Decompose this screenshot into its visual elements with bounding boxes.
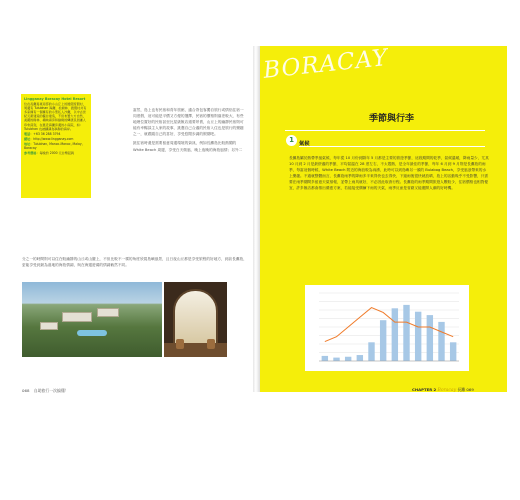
photo-pool bbox=[77, 330, 107, 336]
chart-bar bbox=[438, 322, 444, 361]
hotel-info-box bbox=[21, 94, 91, 198]
resort-lobby-photo bbox=[164, 282, 227, 357]
photo-floor bbox=[164, 343, 227, 357]
photo-chair bbox=[176, 339, 184, 349]
chapter-label-cn: 長灘 bbox=[457, 387, 466, 392]
hotel-description: 位在長灘島東南部的小山丘上的渡假度假村，周邊有 Tulubhan 海灘、松樹林、渡假村共有多家擁有一個擁有的小型私人沙灘，以中古世紀元素建造的櫃台建造，不但布置大方自然，美麗的樹林、掩映兩旁和綠樹的傳統民居讓人印象深刻，在靠近海灘旁邊的小庭院，如：Tulubhan 也被翻譯為寧靜的海岸。 bbox=[24, 102, 87, 131]
hotel-web-label: 網址 bbox=[24, 136, 31, 141]
hotel-phone-label: 電話 bbox=[24, 131, 31, 136]
chart-bar bbox=[380, 320, 386, 361]
hotel-addr-row: 地址：Tulubhan, Manoc-Manoc, Malay, Boracay bbox=[24, 141, 83, 151]
hotel-name: Lingganay Boracay Hotel Resort bbox=[24, 97, 86, 101]
chart-bar bbox=[368, 342, 374, 361]
wide-paragraph: 分之一的時間則可以住在較幽靜的山丘或山腰上，不但比較不一樣的角度欣賞島嶼風景，且日夜山丘都是享受旅程的好地方，到訪長灘島，更能享受到最為道地的海島情調，與在海邊遊蕩的情調截然不同。 bbox=[22, 257, 247, 268]
climate-paragraph: 長灘島屬於熱帶季風氣候，每年從 10 月份到隔年 5 月都是主要的旅遊季節，這段期間的乾季，氣候溫暖，降雨量少，尤其 10 月到 2 月是最舒適的季節，平均氣溫在 28 度左右，不太悶熱，是全年最佳的季節，每年 6 月到 9 月則是長灘島的雨季，每當這個時候，White Beach 附近的海浪較為洶湧，此時可以到島嶼另一頭的 Bulabog Beach，享受風浪帶來的水上樂趣。不過就整體而言，長灘島雨季的降雨多半來得快也去得快，下過雨後很快就放晴，島上的活動幾乎不受影響，只需要在雨季期間多留意天氣預報，並帶上雨具就好，不必因此取消行程。長灘島的雨季期間旅遊人數較少，住宿價格也相對便宜，許多飯店都會推出優惠方案，若能接受偶爾下雨的天氣，雨季反而是省錢又能避開人潮的好時機。 bbox=[289, 156, 489, 191]
hotel-web-row: 網址：http://www.lingganay.com bbox=[24, 136, 74, 141]
section-title: 季節與行李 bbox=[369, 114, 415, 124]
chart-bar bbox=[322, 356, 328, 361]
chart-temperature-line bbox=[325, 308, 453, 342]
hotel-addr-label: 地址 bbox=[24, 141, 31, 146]
title-divider bbox=[285, 130, 485, 131]
chart-bar bbox=[357, 355, 363, 361]
chapter-script: Boracay bbox=[437, 388, 457, 393]
climate-chart-svg bbox=[305, 285, 469, 371]
left-page-number: 068 bbox=[22, 388, 30, 393]
resort-aerial-photo bbox=[22, 282, 162, 357]
chart-bar bbox=[415, 312, 421, 361]
right-page-number: 069 bbox=[466, 387, 474, 392]
sub-number-badge: 1 bbox=[286, 135, 297, 146]
hotel-price: 每晚約 2000 元台幣起跳 bbox=[39, 151, 75, 156]
body-paragraph: 當然，島上也有民宿和青年旅館，適合背包客獨自旅行或情侶住宿一同度假，這可能是平價又方便的選擇，民宿的價格則落差較大，有些地理位置好的民宿甚至比星級飯店還要昂貴，山丘上的幽靜民宿則可能有幸暢談主人家的故事，挑選自己合適的民宿入住也是旅行的樂趣之一，就跟隨自己的喜好，享受悠閒步調的假期吧。 bbox=[133, 108, 244, 137]
hotel-addr: Tulubhan, Manoc-Manoc, Malay, Boracay bbox=[24, 141, 83, 151]
photo-building bbox=[62, 312, 92, 322]
hotel-phone-row: 電話：+63 36 288 3794 bbox=[24, 131, 61, 136]
photo-arch bbox=[173, 289, 218, 345]
photo-building bbox=[40, 322, 58, 330]
chart-bar bbox=[450, 342, 456, 361]
hotel-web: http://www.lingganay.com bbox=[33, 136, 74, 141]
right-folio bbox=[412, 387, 474, 393]
hotel-price-row: 參考價格：每晚約 2000 元台幣起跳 bbox=[24, 151, 75, 156]
hotel-phone: +63 36 288 3794 bbox=[33, 131, 61, 136]
photo-building bbox=[97, 308, 119, 317]
left-folio bbox=[22, 388, 69, 394]
left-right-column bbox=[133, 107, 247, 156]
sub-title: 氣候 bbox=[299, 141, 310, 147]
chart-bar bbox=[427, 315, 433, 361]
climate-chart bbox=[305, 285, 469, 371]
chapter-label: CHAPTER bbox=[412, 387, 433, 392]
body-paragraph: 挑住宿時還是需要留意周邊環境的資訊，例如長灘島比較熱鬧的 White Beach 周邊，享受白天微風、晚上夜晚的海島風情；另外二 bbox=[133, 141, 243, 152]
chart-bar bbox=[345, 357, 351, 361]
left-running-title: 自助旅行一次搞懂！ bbox=[33, 388, 69, 393]
boracay-script-logo: BORACAY bbox=[262, 44, 390, 84]
chart-bar bbox=[392, 308, 398, 361]
photo-chair bbox=[207, 339, 215, 349]
sub-divider bbox=[299, 146, 485, 147]
book-gutter bbox=[253, 46, 260, 392]
chapter-number: 2 bbox=[433, 387, 437, 392]
hotel-price-label: 參考價格 bbox=[24, 151, 37, 156]
chart-bar bbox=[333, 358, 339, 361]
chart-bar bbox=[403, 305, 409, 361]
